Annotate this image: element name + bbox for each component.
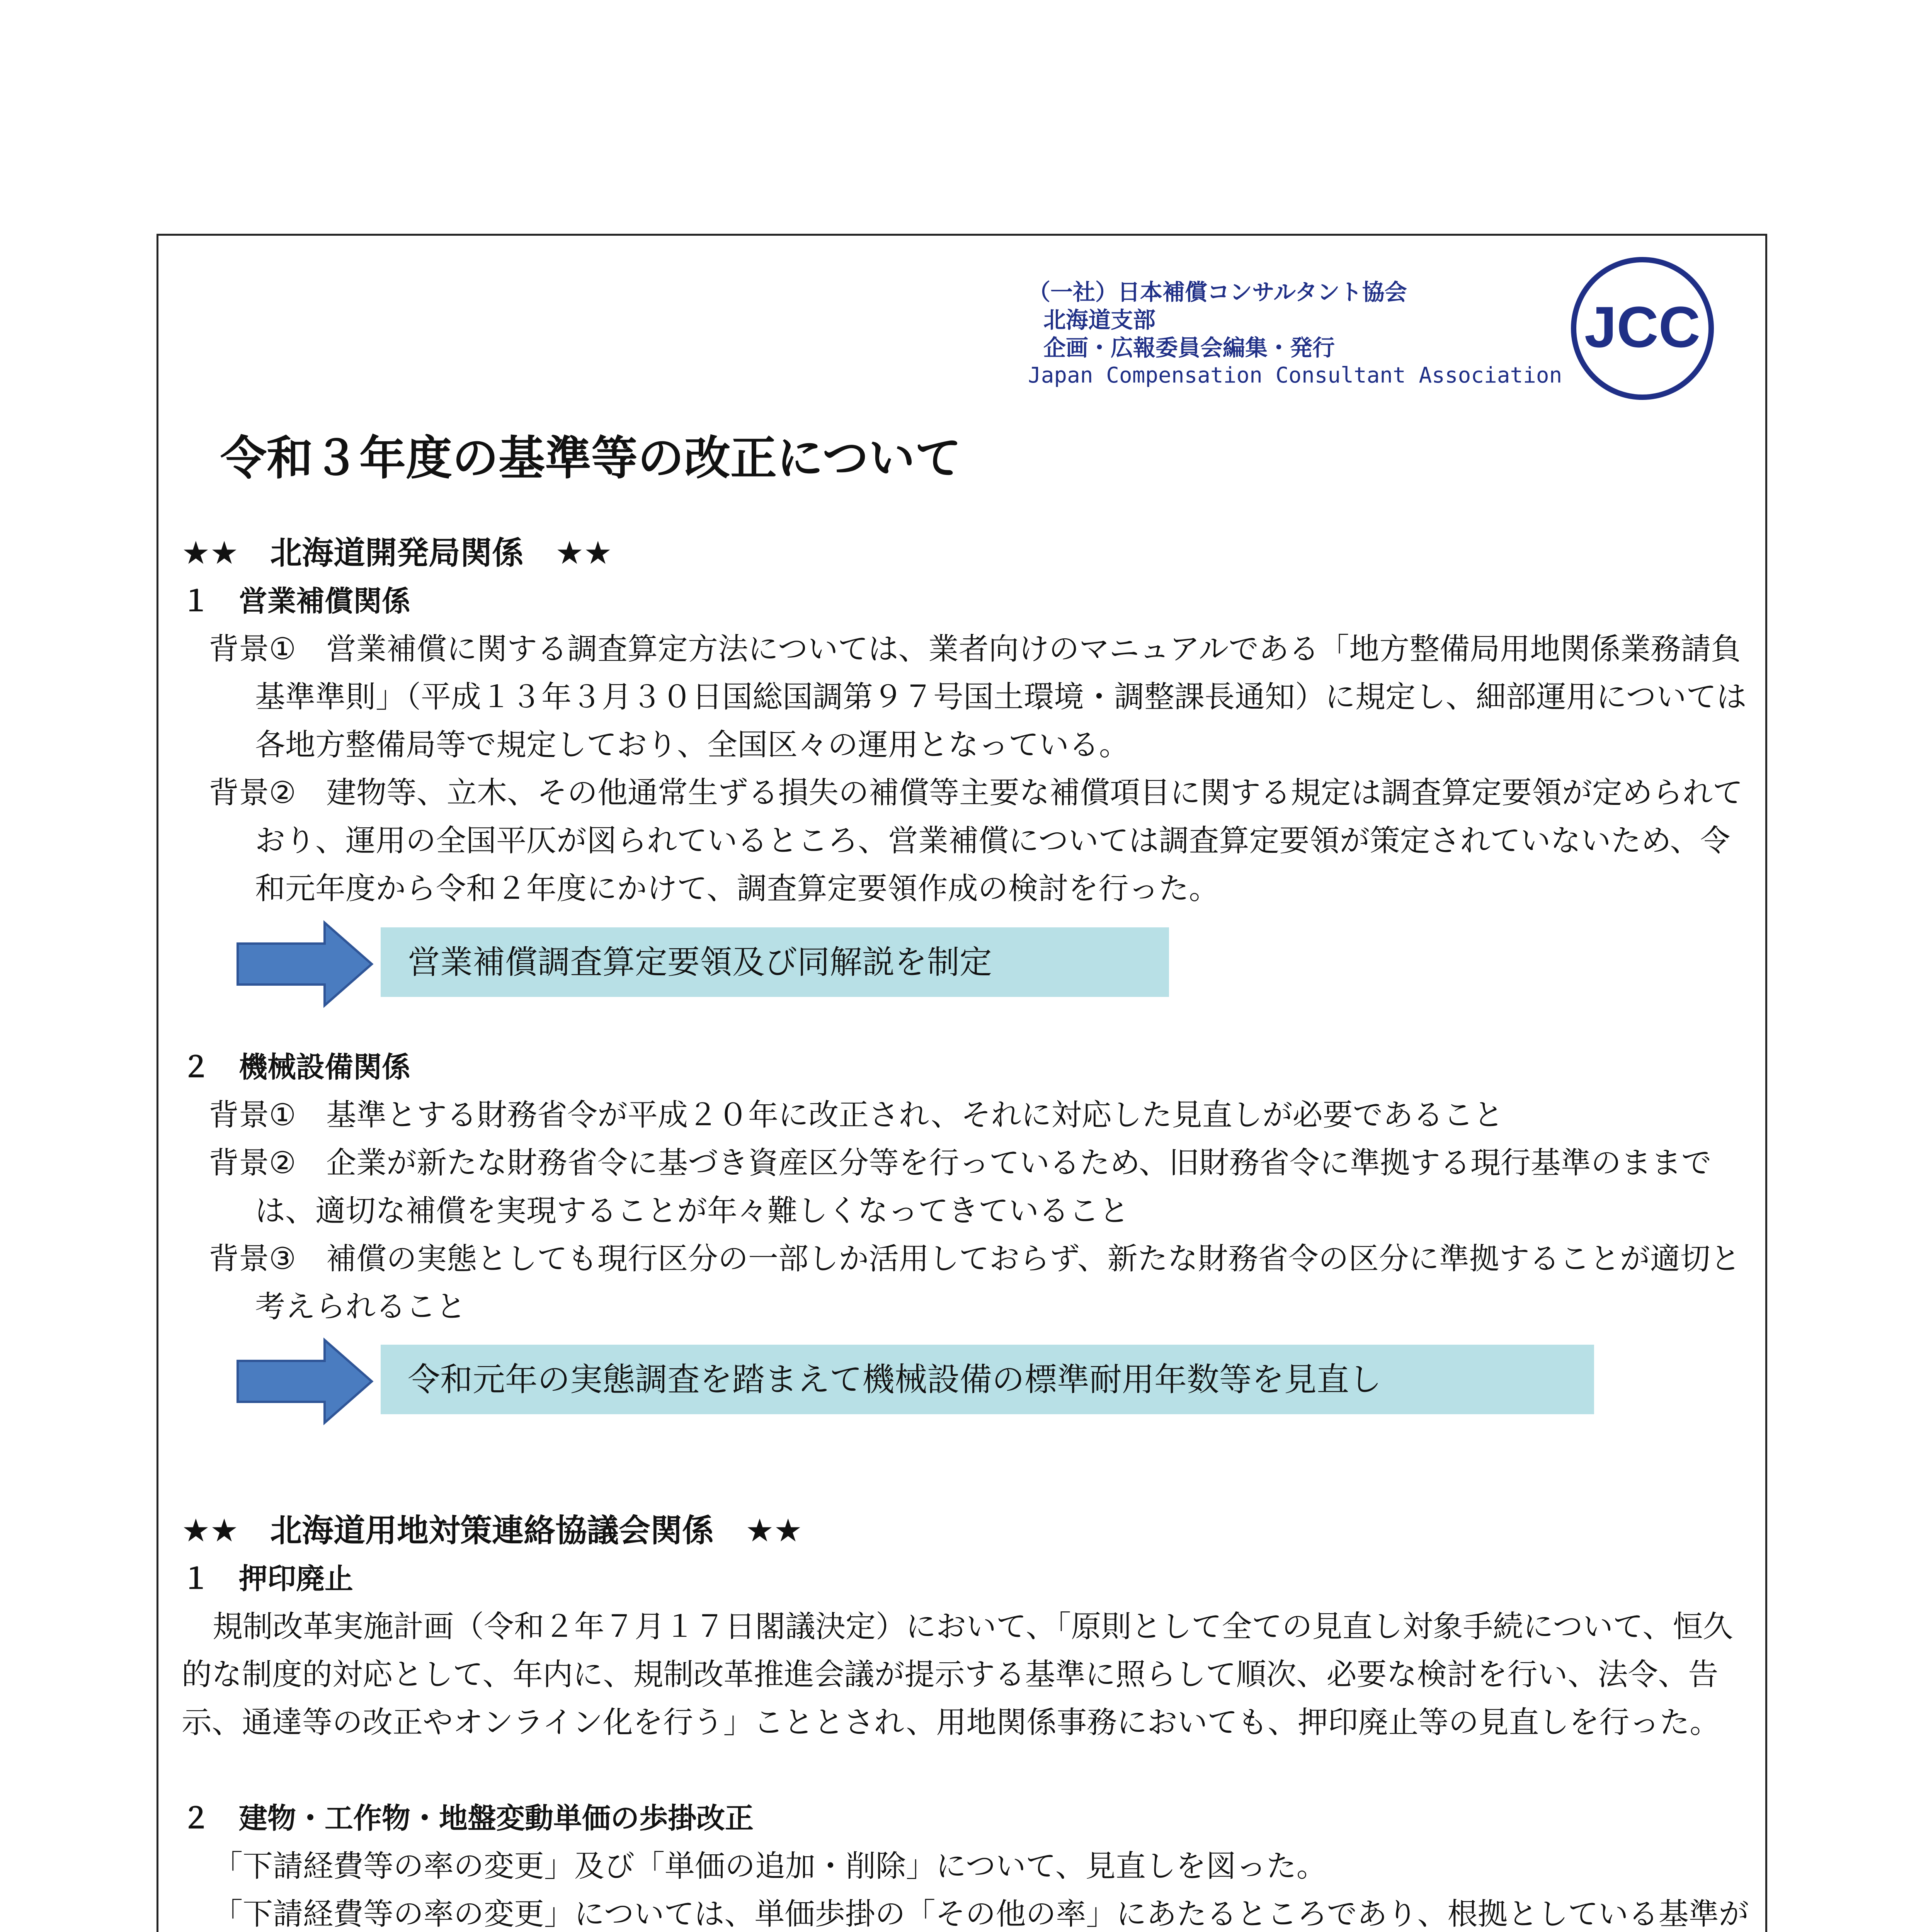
jcc-logo-text: JCC: [1584, 294, 1701, 359]
section-heading: ★★ 北海道開発局関係 ★★: [182, 535, 613, 571]
background-text: 営業補償に関する調査算定方法については、業者向けのマニュアルである「地方整備局用地関係業務請負基準準則」（平成１３年３月３０日国総国調第９７号国土環境・調整課長通知）に規定し、細部運用については各地方整備局等で規定しており、全国区々の運用となっている。: [255, 632, 1747, 762]
machinery-block: [182, 1043, 1758, 1331]
item-heading: ２ 建物・工作物・地盤変動単価の歩掛改正: [182, 1802, 754, 1835]
result-box: 令和元年の実態調査を踏まえて機械設備の標準耐用年数等を見直し: [381, 1345, 1594, 1414]
background-paragraph: [182, 1139, 1758, 1235]
publisher-org: （一社）日本補償コンサルタント協会: [1028, 279, 1407, 305]
section-heading: ★★ 北海道用地対策連絡協議会関係 ★★: [182, 1512, 803, 1549]
jcc-logo: [1569, 255, 1716, 402]
background-paragraph: [182, 625, 1758, 769]
publisher-committee: 企画・広報委員会編集・発行: [1043, 335, 1335, 361]
item-heading: １ 営業補償関係: [182, 585, 410, 618]
publisher-english-name: Japan Compensation Consultant Association: [1028, 363, 1562, 388]
body-paragraph: 「下請経費等の率の変更」及び「単価の追加・削除」について、見直しを図った。: [213, 1849, 1327, 1884]
section-development-bureau: [182, 529, 1758, 913]
background-label: 背景③: [209, 1242, 296, 1276]
publisher-branch: 北海道支部: [1043, 307, 1156, 333]
background-text: 補償の実態としても現行区分の一部しか活用しておらず、新たな財務省令の区分に準拠することが適切と考えられること: [255, 1242, 1741, 1324]
arrow-right-icon: [236, 1337, 375, 1426]
background-text: 建物等、立木、その他通常生ずる損失の補償等主要な補償項目に関する規定は調査算定要領が定められており、運用の全国平仄が図られているところ、営業補償については調査算定要領が策定されていないため、令和元年度から令和２年度にかけて、調査算定要領作成の検討を行った。: [255, 776, 1743, 906]
item-heading: １ 押印廃止: [182, 1562, 353, 1595]
background-label: 背景①: [209, 1098, 296, 1133]
result-box: 営業補償調査算定要領及び同解説を制定: [381, 927, 1169, 997]
body-paragraph: 規制改革実施計画（令和２年７月１７日閣議決定）において、「原則として全ての見直し対象手続について、恒久的な制度的対応として、年内に、規制改革推進会議が提示する基準に照らして順次、必要な検討を行い、法令、告示、通達等の改正やオンライン化を行う」こととされ、用地関係事務においても、押印廃止等の見直しを行った。: [182, 1609, 1733, 1740]
section-land-council: [182, 1507, 1758, 1932]
background-text: 基準とする財務省令が平成２０年に改正され、それに対応した見直しが必要であること: [326, 1098, 1504, 1133]
item-heading: ２ 機械設備関係: [182, 1051, 410, 1084]
body-paragraph: 「下請経費等の率の変更」については、単価歩掛の「その他の率」にあたるところであり、根拠としている基準が: [213, 1897, 1749, 1932]
arrow-right-icon: [236, 920, 375, 1009]
page-title: 令和３年度の基準等の改正について: [220, 432, 961, 485]
background-label: 背景②: [209, 1146, 296, 1180]
background-paragraph: [182, 1091, 1758, 1139]
background-label: 背景①: [209, 632, 296, 667]
background-text: 企業が新たな財務省令に基づき資産区分等を行っているため、旧財務省令に準拠する現行基準のままでは、適切な補償を実現することが年々難しくなってきていること: [255, 1146, 1712, 1228]
background-paragraph: [182, 1235, 1758, 1331]
publisher-header: [1028, 278, 1562, 389]
background-paragraph: [182, 769, 1758, 913]
background-label: 背景②: [209, 776, 296, 810]
